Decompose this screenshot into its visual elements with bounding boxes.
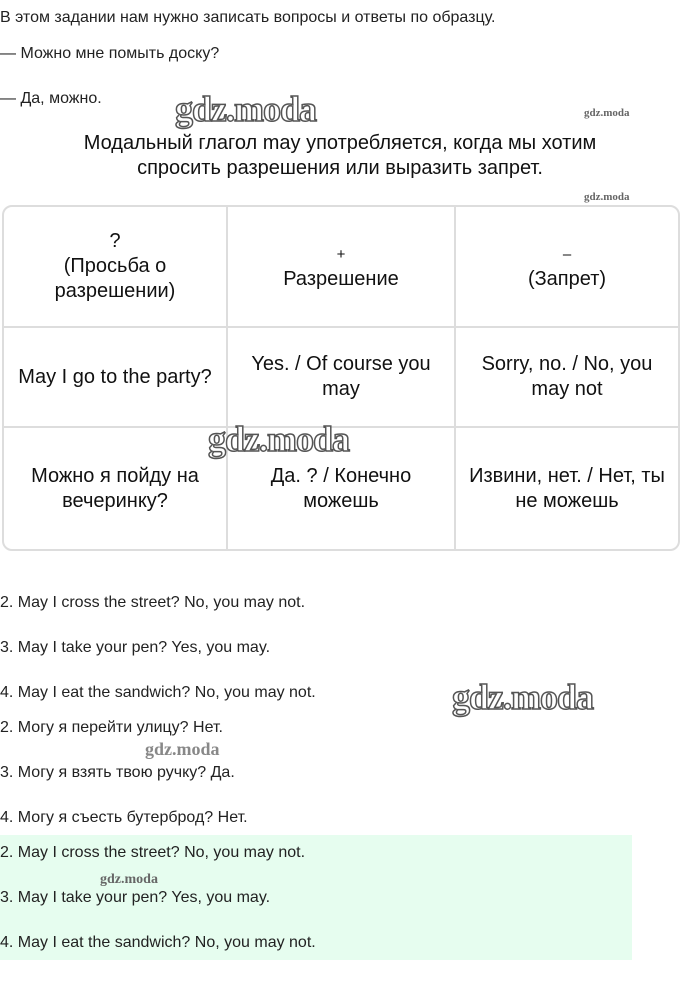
watermark: gdz.moda	[584, 107, 630, 119]
intro-text: В этом задании нам нужно записать вопросы и ответы по образцу.	[0, 9, 496, 26]
header-prohibition: – (Запрет)	[456, 207, 678, 328]
table-cell: Да. ? / Конечно можешь	[228, 428, 456, 549]
highlighted-answer-line: 4. May I eat the sandwich? No, you may not.	[0, 934, 316, 951]
highlighted-answer-line: 2. May I cross the street? No, you may not.	[0, 844, 306, 861]
watermark: gdz.moda	[145, 739, 220, 759]
table-cell: Sorry, no. / No, you may not	[456, 328, 678, 428]
watermark: gdz.moda	[100, 872, 158, 887]
table-cell: Yes. / Of course you may	[228, 328, 456, 428]
header-request: ? (Просьба о разрешении)	[4, 207, 228, 328]
header-permission: + Разрешение	[228, 207, 456, 328]
watermark: gdz.moda	[175, 89, 317, 129]
answer-line: 4. May I eat the sandwich? No, you may not.	[0, 684, 316, 701]
answer-line: 2. Могу я перейти улицу? Нет.	[0, 719, 223, 736]
answer-line: 3. Могу я взять твою ручку? Да.	[0, 764, 235, 781]
rule-line-2: спросить разрешения или выразить запрет.	[137, 157, 543, 179]
dialog-question: — Можно мне помыть доску?	[0, 45, 220, 62]
rule-heading	[0, 131, 680, 181]
modal-verb-table	[2, 205, 680, 551]
dialog-answer: — Да, можно.	[0, 90, 102, 107]
highlighted-answer-line: 3. May I take your pen? Yes, you may.	[0, 889, 271, 906]
answer-line: 3. May I take your pen? Yes, you may.	[0, 639, 271, 656]
watermark: gdz.moda	[452, 677, 594, 717]
table-cell: Можно я пойду на вечеринку?	[4, 428, 228, 549]
answer-line: 2. May I cross the street? No, you may not.	[0, 594, 306, 611]
table-cell: Извини, нет. / Нет, ты не можешь	[469, 464, 665, 512]
answer-line: 4. Могу я съесть бутерброд? Нет.	[0, 809, 248, 826]
watermark: gdz.moda	[584, 191, 630, 203]
table-cell: May I go to the party?	[4, 328, 228, 428]
rule-line-1: Модальный глагол may употребляется, когда мы хотим	[83, 132, 597, 154]
watermark: gdz.moda	[208, 419, 350, 459]
